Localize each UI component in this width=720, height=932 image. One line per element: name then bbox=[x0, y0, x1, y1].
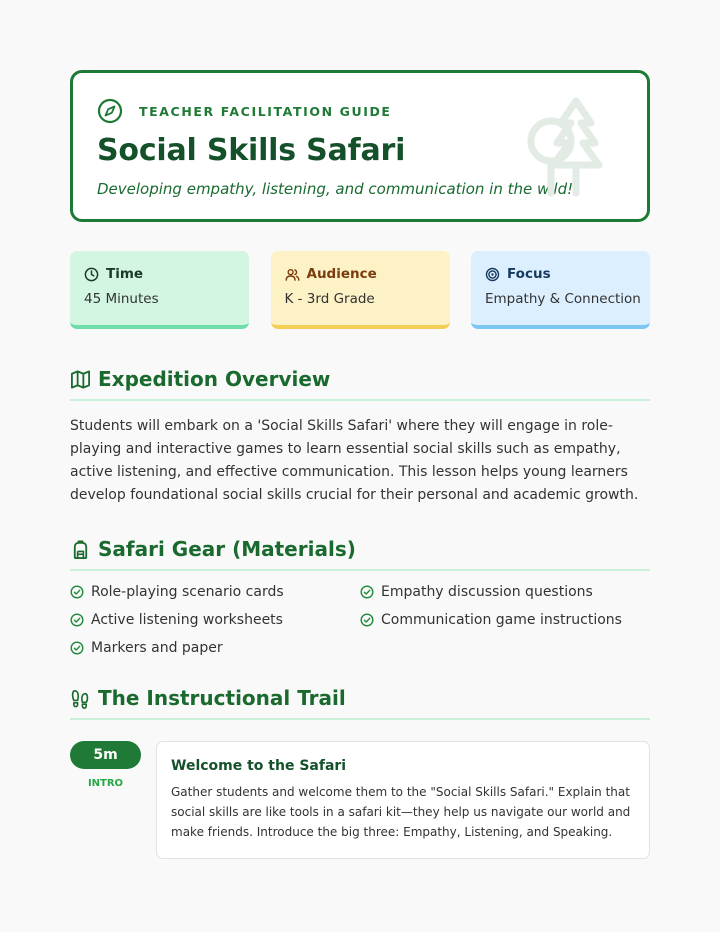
backpack-icon bbox=[70, 539, 91, 560]
trees-icon bbox=[521, 97, 625, 201]
page-title: Social Skills Safari bbox=[97, 133, 406, 168]
target-icon bbox=[485, 267, 500, 282]
info-label: Focus bbox=[507, 266, 551, 282]
list-item-label: Empathy discussion questions bbox=[381, 584, 593, 600]
check-circle-icon bbox=[70, 585, 84, 599]
list-item-label: Markers and paper bbox=[91, 640, 223, 656]
info-value: Empathy & Connection bbox=[485, 291, 641, 307]
info-card-audience bbox=[271, 251, 450, 329]
footprints-icon bbox=[70, 688, 91, 709]
list-item-label: Role-playing scenario cards bbox=[91, 584, 284, 600]
users-icon bbox=[285, 267, 300, 282]
check-circle-icon bbox=[70, 641, 84, 655]
guide-page bbox=[70, 70, 650, 859]
guide-eyebrow: TEACHER FACILITATION GUIDE bbox=[139, 103, 392, 119]
trail-heading bbox=[70, 678, 650, 720]
step-card bbox=[156, 741, 650, 859]
list-item-label: Communication game instructions bbox=[381, 612, 622, 628]
info-card-focus bbox=[471, 251, 650, 329]
list-item-label: Active listening worksheets bbox=[91, 612, 283, 628]
check-circle-icon bbox=[70, 613, 84, 627]
page-subtitle: Developing empathy, listening, and communication in the wild! bbox=[97, 180, 574, 198]
check-circle-icon bbox=[360, 585, 374, 599]
duration-badge: 5m bbox=[70, 741, 141, 769]
info-label: Audience bbox=[306, 266, 377, 282]
info-label: Time bbox=[106, 266, 144, 282]
check-circle-icon bbox=[360, 613, 374, 627]
overview-text: Students will embark on a 'Social Skills Safari' where they will engage in role-playing and interactive games to learn essential social skills such as empathy, active listening, and effective communication. This lesson helps young learners develop foundational social skills crucial for their personal and academic growth. bbox=[70, 418, 639, 503]
materials-list bbox=[70, 583, 650, 657]
section-title: The Instructional Trail bbox=[98, 686, 346, 710]
list-item bbox=[70, 583, 360, 601]
info-card-time bbox=[70, 251, 249, 329]
overview-heading bbox=[70, 359, 650, 401]
header-card bbox=[70, 70, 650, 222]
compass-icon bbox=[97, 98, 123, 124]
step-timing bbox=[70, 741, 156, 859]
section-title: Expedition Overview bbox=[98, 367, 331, 391]
info-cards bbox=[70, 251, 650, 329]
info-value: 45 Minutes bbox=[84, 291, 159, 307]
map-icon bbox=[70, 369, 91, 390]
trail-step bbox=[70, 741, 650, 859]
list-item bbox=[360, 611, 650, 629]
step-text: Gather students and welcome them to the "Social Skills Safari." Explain that social skills are like tools in a safari kit—they help us navigate our world and make friends. Introduce the big three: Empathy, Listening, and Speaking. bbox=[171, 785, 631, 839]
list-item bbox=[360, 583, 650, 601]
step-title: Welcome to the Safari bbox=[171, 758, 347, 774]
list-item bbox=[70, 639, 360, 657]
list-item bbox=[70, 611, 360, 629]
phase-label: INTRO bbox=[87, 778, 124, 789]
clock-icon bbox=[84, 267, 99, 282]
gear-heading bbox=[70, 529, 650, 571]
section-title: Safari Gear (Materials) bbox=[98, 537, 356, 561]
info-value: K - 3rd Grade bbox=[284, 291, 375, 307]
